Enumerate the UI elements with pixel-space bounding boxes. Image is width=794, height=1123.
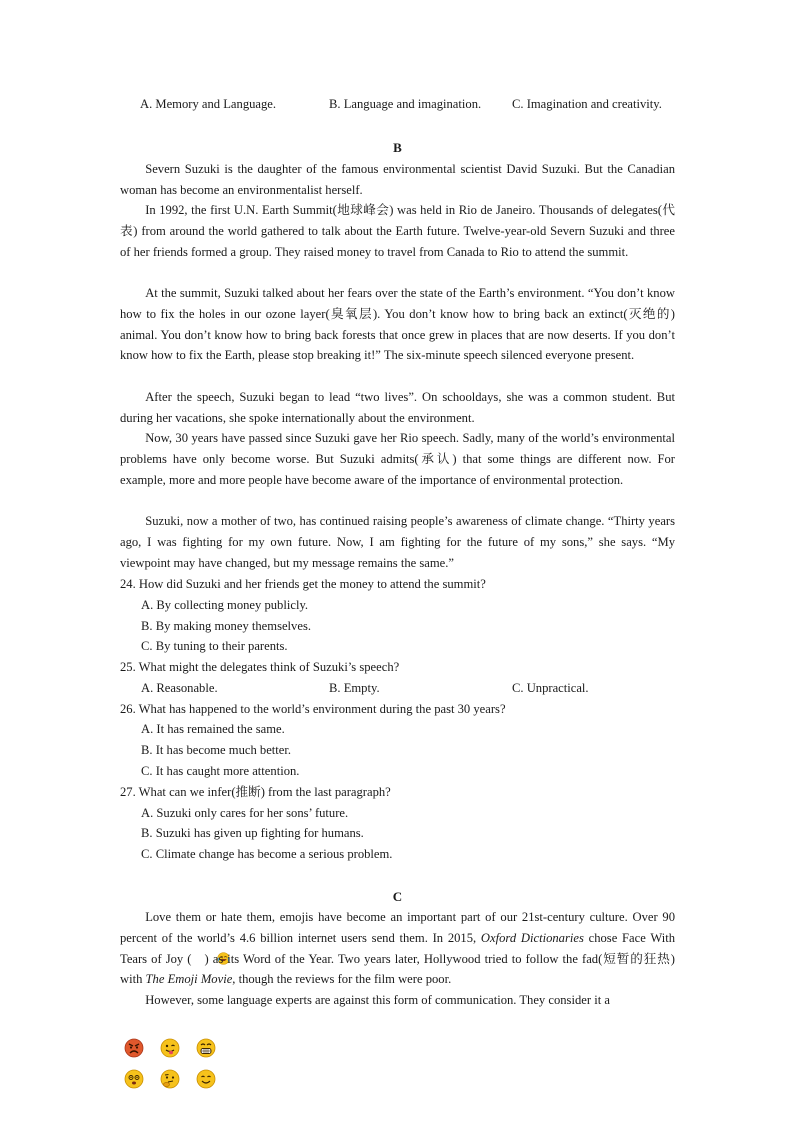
smiling-face-icon [196,1069,216,1089]
section-b-paragraph-5: Now, 30 years have passed since Suzuki gave her Rio speech. Sadly, many of the world’s environmental problems have only become worse. But Suzuki admits(承认) that some things are different now. For example, more and more people have become aware of the importance of environmental protection. [120,431,675,487]
question-26-stem: 26. What has happened to the world’s environment during the past 30 years? [120,702,506,716]
question-24-option-b: B. By making money themselves. [141,619,311,633]
question-24-option-c: C. By tuning to their parents. [141,639,288,653]
section-c-heading: C [392,889,403,904]
question-24-option-a: A. By collecting money publicly. [141,598,309,612]
section-b-paragraph-2: In 1992, the first U.N. Earth Summit(地球峰会) was held in Rio de Janeiro. Thousands of delegates(代表) from around the world gathered to talk about the Earth future. Twelve-year-old Severn Suzuki and three of her friends formed a group. They raised money to travel from Canada to Rio to attend the summit. [120,203,675,259]
oxford-dictionaries-title: Oxford Dictionaries [480,930,584,945]
thinking-face-icon [160,1069,180,1089]
angry-face-icon [124,1038,144,1058]
grinning-teeth-face-icon [196,1038,216,1058]
q23-option-a: A. Memory and Language. [140,97,277,111]
section-c-paragraph-2: However, some language experts are against this form of communication. They consider it a [145,993,610,1007]
q23-option-b: B. Language and imagination. [329,97,482,111]
emoji-row-2 [124,1069,224,1093]
question-26-option-c: C. It has caught more attention. [141,764,300,778]
section-b-paragraph-1: Severn Suzuki is the daughter of the famous environmental scientist David Suzuki. But the Canadian woman has become an environmentalist herself. [120,162,675,197]
question-26-option-a: A. It has remained the same. [141,722,285,736]
question-25-option-b: B. Empty. [329,681,380,695]
section-c-paragraph-1: Love them or hate them, emojis have become an important part of our 21st-century culture. Over 90 percent of the world’s 4.6 billion internet users send them. In 2015, Oxford Dictionaries chose Face With Tears of Joy ( ) as its Word of the Year. Two years later, Hollywood tried to follow the fad(短暂的狂热) with The Emoji Movie, though the reviews for the film were poor. [120,910,676,987]
dizzy-face-icon [124,1069,144,1089]
section-b-paragraph-4: After the speech, Suzuki began to lead “two lives”. On schooldays, she was a common student. But during her vacations, she spoke internationally about the environment. [120,390,675,425]
question-27-stem: 27. What can we infer(推断) from the last paragraph? [120,785,391,799]
question-26-option-b: B. It has become much better. [141,743,292,757]
question-25-stem: 25. What might the delegates think of Suzuki’s speech? [120,660,400,674]
question-24-stem: 24. How did Suzuki and her friends get the money to attend the summit? [120,577,486,591]
question-25-option-c: C. Unpractical. [512,681,589,695]
section-b-paragraph-3: At the summit, Suzuki talked about her fears over the state of the Earth’s environment. “You don’t know how to fix the holes in our ozone layer(臭氧层). You don’t know how to bring back an extinct(灭绝的) animal. You don’t know how to bring back forests that once grew in places that are now deserts. If you don’t know how to fix the Earth, please stop breaking it!” The six-minute speech silenced everyone present. [120,286,675,363]
question-27-option-a: A. Suzuki only cares for her sons’ future. [141,806,349,820]
emoji-movie-title: The Emoji Movie [145,972,233,987]
q23-options [140,97,680,115]
winking-tongue-face-icon [160,1038,180,1058]
question-27-option-b: B. Suzuki has given up fighting for humans. [141,826,364,840]
section-b-heading: B [393,140,402,155]
question-25-option-a: A. Reasonable. [141,681,218,695]
emoji-row-1 [124,1038,224,1062]
q23-option-c: C. Imagination and creativity. [512,97,662,111]
section-b-paragraph-6: Suzuki, now a mother of two, has continued raising people’s awareness of climate change. “Thirty years ago, I was fighting for my own future. Now, I am fighting for the future of my sons,” she says. “My viewpoint may have changed, but my message remains the same.” [120,514,675,570]
tears-of-joy-emoji-icon [191,951,204,964]
question-27-option-c: C. Climate change has become a serious problem. [141,847,393,861]
